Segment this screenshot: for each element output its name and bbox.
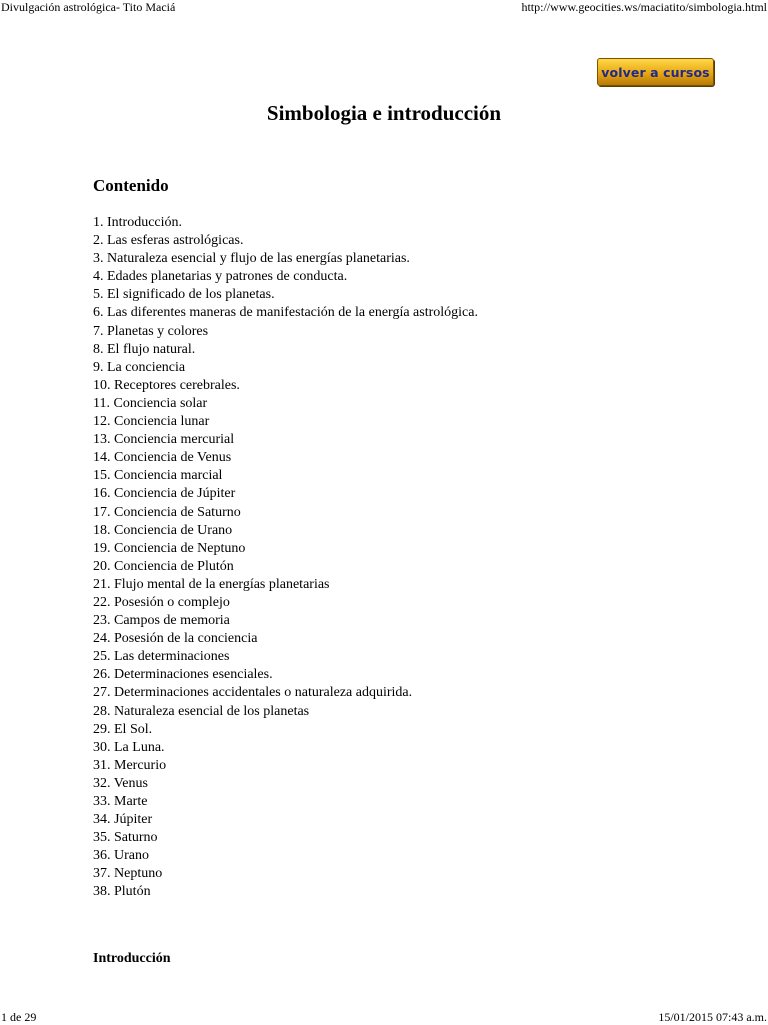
toc-item[interactable]: 37. Neptuno bbox=[93, 866, 163, 882]
toc-item[interactable]: 30. La Luna. bbox=[93, 739, 165, 755]
toc-item[interactable]: 16. Conciencia de Júpiter bbox=[93, 486, 236, 502]
table-of-contents bbox=[93, 214, 478, 902]
toc-item[interactable]: 22. Posesión o complejo bbox=[93, 594, 230, 610]
toc-item[interactable]: 7. Planetas y colores bbox=[93, 323, 209, 339]
toc-item[interactable]: 23. Campos de memoria bbox=[93, 613, 230, 629]
back-to-courses-button[interactable] bbox=[597, 58, 714, 86]
toc-item[interactable]: 33. Marte bbox=[93, 794, 148, 809]
toc-item[interactable]: 35. Saturno bbox=[93, 830, 158, 846]
toc-item[interactable]: 38. Plutón bbox=[93, 884, 151, 900]
toc-item[interactable]: 27. Determinaciones accidentales o naturaleza adquirida. bbox=[93, 685, 413, 701]
toc-item[interactable]: 20. Conciencia de Plutón bbox=[93, 558, 234, 574]
toc-item[interactable]: 31. Mercurio bbox=[93, 757, 167, 773]
print-header-url: http://www.geocities.ws/maciatito/simbologia.html bbox=[521, 0, 767, 14]
toc-item[interactable]: 36. Urano bbox=[93, 848, 149, 864]
toc-item[interactable]: 19. Conciencia de Neptuno bbox=[93, 540, 246, 556]
back-to-courses-label: volver a cursos bbox=[601, 64, 710, 80]
toc-item[interactable]: 15. Conciencia marcial bbox=[93, 468, 223, 484]
toc-item[interactable]: 32. Venus bbox=[93, 775, 148, 791]
toc-item[interactable]: 9. La conciencia bbox=[93, 359, 186, 375]
toc-item[interactable]: 34. Júpiter bbox=[93, 812, 153, 828]
toc-item[interactable]: 8. El flujo natural. bbox=[93, 341, 196, 357]
print-footer-page: 1 de 29 bbox=[1, 1010, 37, 1024]
toc-heading: Contenido bbox=[93, 176, 169, 195]
toc-item[interactable]: 18. Conciencia de Urano bbox=[93, 522, 233, 538]
toc-item[interactable]: 24. Posesión de la conciencia bbox=[93, 631, 258, 647]
toc-item[interactable]: 6. Las diferentes maneras de manifestación de la energía astrológica. bbox=[93, 305, 478, 321]
toc-item[interactable]: 29. El Sol. bbox=[93, 721, 153, 737]
toc-item[interactable]: 10. Receptores cerebrales. bbox=[93, 377, 240, 393]
toc-item[interactable]: 3. Naturaleza esencial y flujo de las energías planetarias. bbox=[93, 251, 410, 267]
toc-item[interactable]: 21. Flujo mental de la energías planetarias bbox=[93, 576, 330, 592]
toc-item[interactable]: 5. El significado de los planetas. bbox=[93, 287, 275, 303]
print-footer-datetime: 15/01/2015 07:43 a.m. bbox=[658, 1010, 767, 1024]
toc-item[interactable]: 28. Naturaleza esencial de los planetas bbox=[93, 703, 310, 719]
toc-item[interactable]: 14. Conciencia de Venus bbox=[93, 450, 232, 466]
print-header-title: Divulgación astrológica- Tito Maciá bbox=[1, 0, 176, 14]
section-heading-introduction: Introducción bbox=[93, 951, 171, 966]
toc-item[interactable]: 11. Conciencia solar bbox=[93, 395, 208, 411]
toc-item[interactable]: 25. Las determinaciones bbox=[93, 649, 230, 665]
toc-item[interactable]: 1. Introducción. bbox=[93, 215, 183, 230]
toc-item[interactable]: 17. Conciencia de Saturno bbox=[93, 504, 241, 520]
toc-item[interactable]: 2. Las esferas astrológicas. bbox=[93, 233, 244, 249]
toc-item[interactable]: 26. Determinaciones esenciales. bbox=[93, 667, 273, 683]
toc-item[interactable]: 4. Edades planetarias y patrones de conducta. bbox=[93, 269, 348, 285]
toc-item[interactable]: 12. Conciencia lunar bbox=[93, 414, 210, 430]
page-title: Simbologia e introducción bbox=[266, 101, 502, 125]
toc-item[interactable]: 13. Conciencia mercurial bbox=[93, 432, 235, 448]
